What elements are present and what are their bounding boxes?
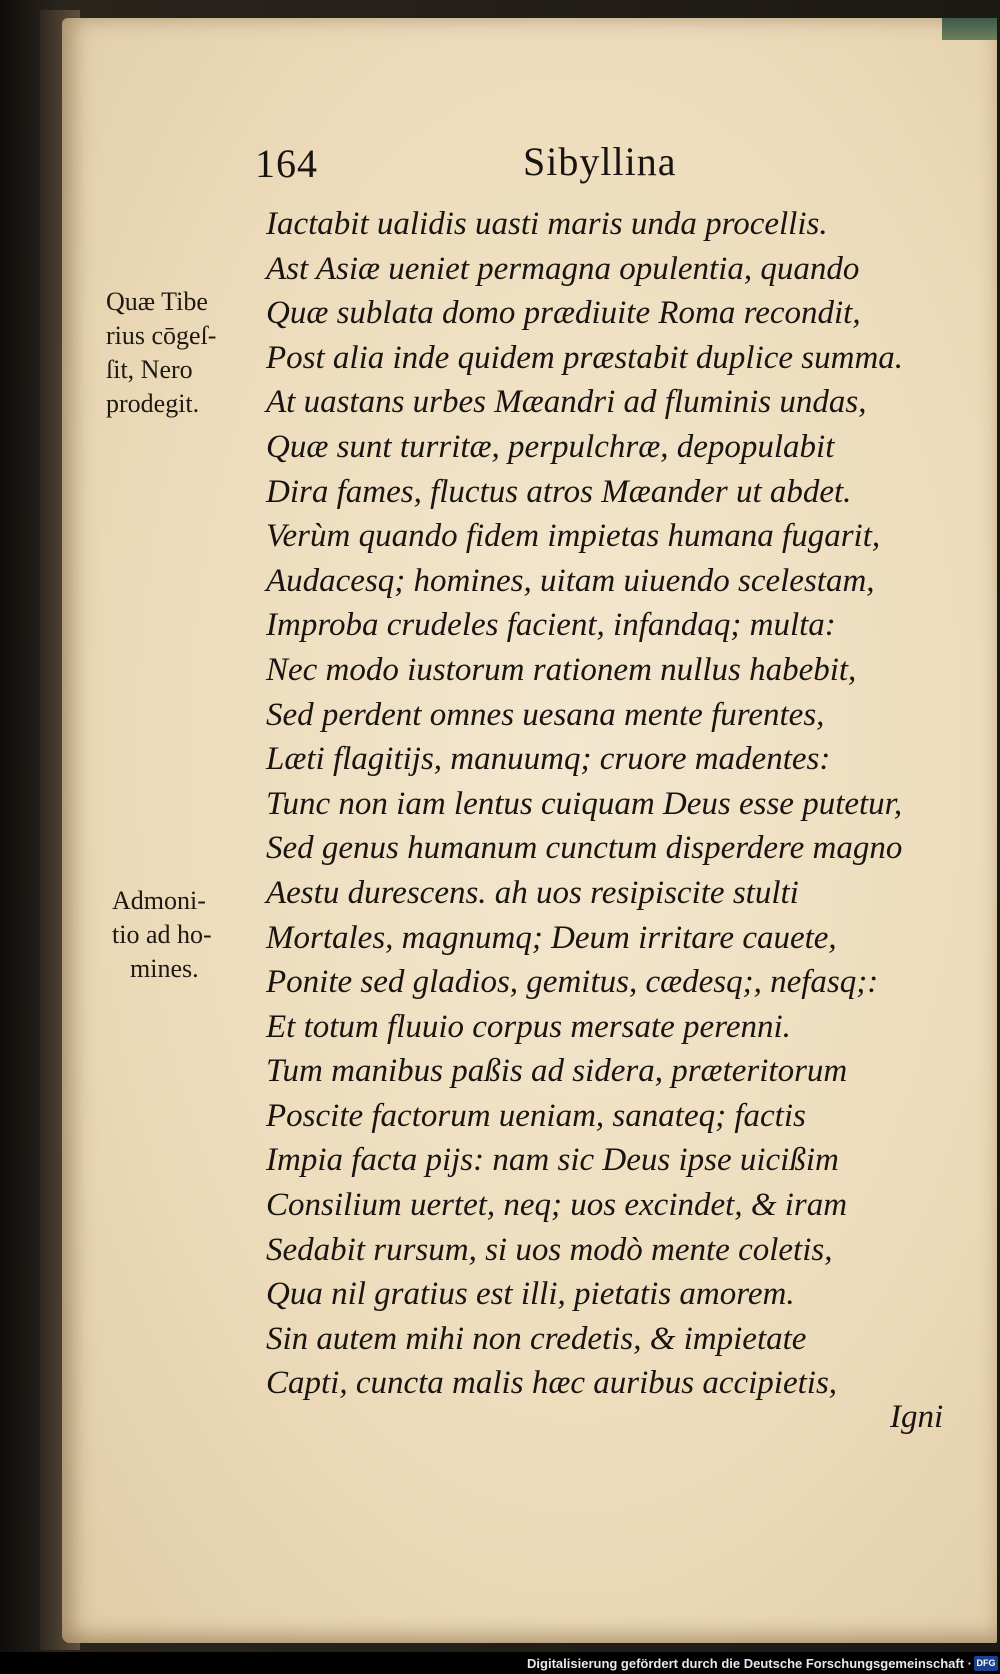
margin-note-line: Admoni-: [112, 886, 206, 915]
verse-line: Capti, cuncta malis hæc auribus accipietis,: [266, 1365, 838, 1402]
verse-line: Qua nil gratius est illi, pietatis amorem.: [266, 1276, 795, 1313]
page-corner-strip: [942, 18, 997, 40]
verse-line: Dira fames, fluctus atros Mæander ut abdet.: [266, 473, 852, 510]
page-number: 164: [255, 141, 318, 186]
verse-line: Et totum fluuio corpus mersate perenni.: [266, 1008, 791, 1045]
footer-bar: [0, 1652, 1000, 1674]
verse-line: Audacesq; homines, uitam uiuendo scelestam,: [266, 562, 875, 599]
verse-line: Sin autem mihi non credetis, & impietate: [266, 1320, 807, 1357]
verse-line: Aestu durescens. ah uos resipiscite stulti: [266, 874, 799, 911]
verse-line: At uastans urbes Mæandri ad fluminis undas,: [266, 384, 867, 421]
verse-line: Consilium uertet, neq; uos excindet, & iram: [266, 1187, 848, 1224]
margin-note-line: Quæ Tibe: [106, 287, 208, 316]
verse-line: Ast Asiæ ueniet permagna opulentia, quando: [266, 250, 860, 287]
verse-line: Verùm quando fidem impietas humana fugarit,: [266, 518, 881, 555]
margin-note-admonitio: [112, 884, 212, 986]
verse-line: Poscite factorum ueniam, sanateq; factis: [266, 1097, 806, 1134]
verse-line: Improba crudeles facient, infandaq; multa:: [266, 607, 836, 644]
verse-line: Sed genus humanum cunctum disperdere magno: [266, 830, 903, 867]
margin-note-tiberius: [106, 285, 216, 421]
margin-note-line: prodegit.: [106, 389, 200, 418]
running-head: Sibyllina: [523, 139, 677, 184]
dfg-logo-icon: DFG: [974, 1656, 998, 1671]
margin-note-line: ſit, Nero: [106, 355, 193, 384]
verse-text-block: [266, 202, 956, 1406]
verse-line: Læti flagitijs, manuumq; cruore madentes:: [266, 741, 831, 778]
funding-credit: Digitalisierung gefördert durch die Deutsche Forschungsgemeinschaft ·: [527, 1656, 972, 1671]
verse-line: Ponite sed gladios, gemitus, cædesq;, nefasq;:: [266, 964, 879, 1001]
verse-line: Quæ sunt turritæ, perpulchræ, depopulabit: [266, 428, 835, 465]
verse-line: Quæ sublata domo prædiuite Roma recondit,: [266, 295, 861, 332]
verse-line: Iactabit ualidis uasti maris unda procellis.: [266, 206, 828, 242]
margin-note-line: rius cōgeſ-: [106, 321, 217, 350]
margin-note-line: tio ad ho-: [112, 920, 212, 949]
verse-line: Impia facta pijs: nam sic Deus ipse uicißim: [266, 1142, 839, 1179]
verse-line: Tum manibus paßis ad sidera, præteritorum: [266, 1053, 848, 1090]
verse-line: Sedabit rursum, si uos modò mente coletis,: [266, 1231, 833, 1268]
margin-note-line: mines.: [130, 954, 199, 983]
verse-line: Post alia inde quidem præstabit duplice summa.: [266, 339, 904, 376]
verse-line: Nec modo iustorum rationem nullus habebit,: [266, 651, 857, 688]
verse-line: Tunc non iam lentus cuiquam Deus esse putetur,: [266, 785, 903, 822]
verse-line: Mortales, magnumq; Deum irritare cauete,: [266, 919, 837, 956]
verse-line: Sed perdent omnes uesana mente furentes,: [266, 696, 825, 733]
catchword: Igni: [890, 1399, 944, 1435]
